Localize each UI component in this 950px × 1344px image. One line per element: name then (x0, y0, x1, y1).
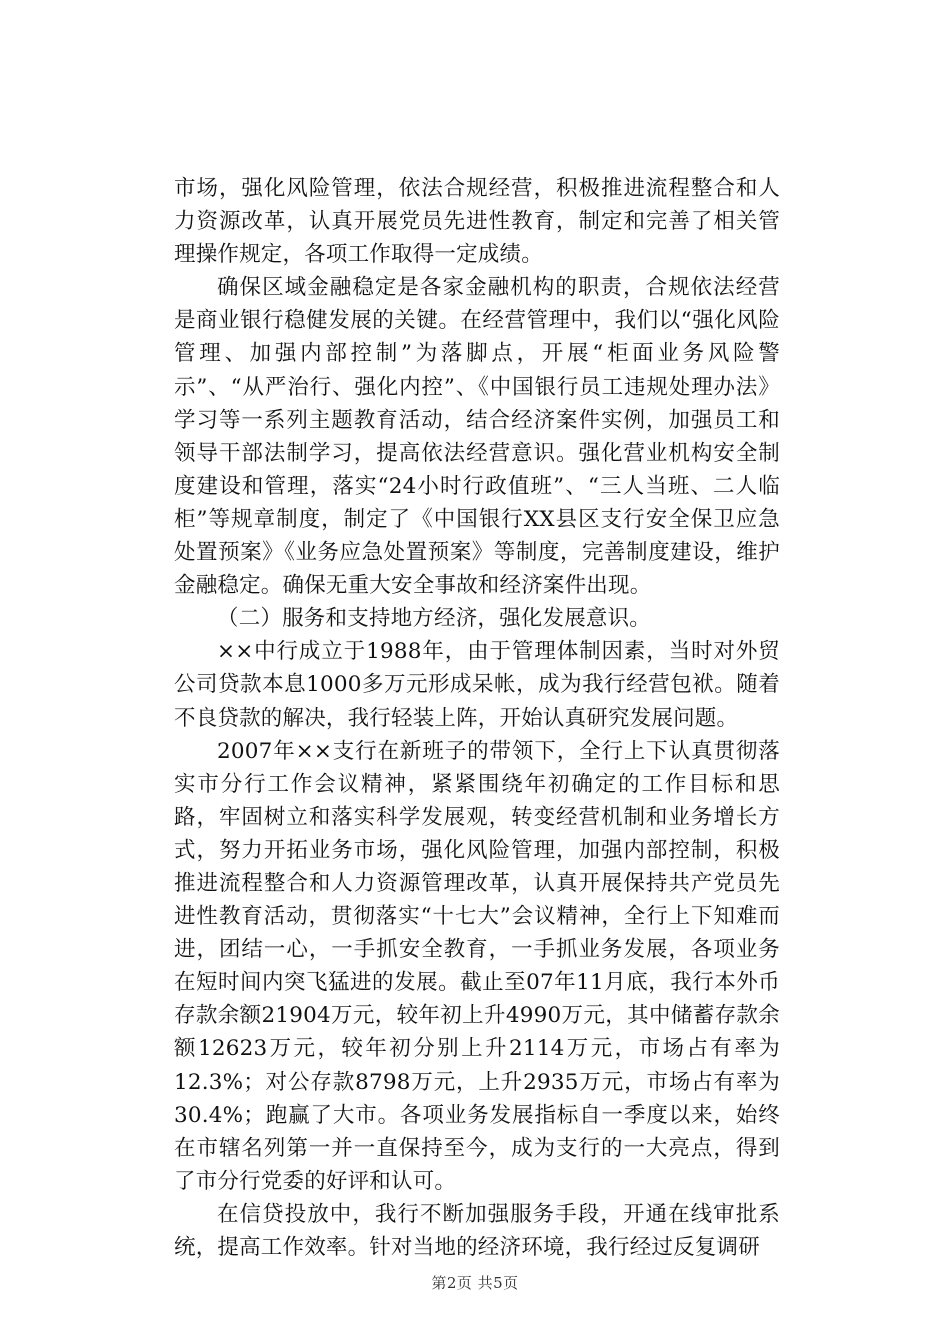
section-heading-local-economy: （二）服务和支持地方经济，强化发展意识。 (217, 606, 652, 632)
page-number-footer: 第2页 共5页 (431, 1274, 519, 1292)
paragraph-continuation: 市场，强化风险管理，依法合规经营，积极推进流程整合和人力资源改革，认真开展党员先进性教育，制定和完善了相关管理操作规定，各项工作取得一定成绩。 (174, 176, 780, 268)
paragraph-financial-stability: 确保区域金融稳定是各家金融机构的职责，合规依法经营是商业银行稳健发展的关键。在经营管理中，我们以“强化风险管理、加强内部控制”为落脚点，开展“柜面业务风险警示”、“从严治行、强化内控”、《中国银行员工违规处理办法》学习等一系列主题教育活动，结合经济案件实例，加强员工和领导干部法制学习，提高依法经营意识。强化营业机构安全制度建设和管理，落实“24小时行政值班”、“三人当班、二人临柜”等规章制度，制定了《中国银行XX县区支行安全保卫应急处置预案》《业务应急处置预案》等制度，完善制度建设，维护金融稳定。确保无重大安全事故和经济案件出现。 (174, 275, 780, 599)
paragraph-2007-performance: 2007年××支行在新班子的带领下，全行上下认真贯彻落实市分行工作会议精神，紧紧围绕年初确定的工作目标和思路，牢固树立和落实科学发展观，转变经营机制和业务增长方式，努力开拓业务市场，强化风险管理，加强内部控制，积极推进流程整合和人力资源管理改革，认真开展保持共产党员先进性教育活动，贯彻落实“十七大”会议精神，全行上下知难而进，团结一心，一手抓安全教育，一手抓业务发展，各项业务在短时间内突飞猛进的发展。截止至07年11月底，我行本外币存款余额21904万元，较年初上升4990万元，其中储蓄存款余额12623万元，较年初分别上升2114万元，市场占有率为12.3%；对公存款8798万元，上升2935万元，市场占有率为30.4%；跑赢了大市。各项业务发展指标自一季度以来，始终在市辖名列第一并一直保持至今，成为支行的一大亮点，得到了市分行党委的好评和认可。 (174, 738, 780, 1194)
paragraph-branch-history: ××中行成立于1988年，由于管理体制因素，当时对外贸公司贷款本息1000多万元形成呆帐，成为我行经营包袱。随着不良贷款的解决，我行轻装上阵，开始认真研究发展问题。 (174, 639, 780, 731)
paragraph-credit-lending: 在信贷投放中，我行不断加强服务手段，开通在线审批系统，提高工作效率。针对当地的经济环境，我行经过反复调研 (174, 1201, 780, 1260)
document-body (174, 172, 780, 1264)
